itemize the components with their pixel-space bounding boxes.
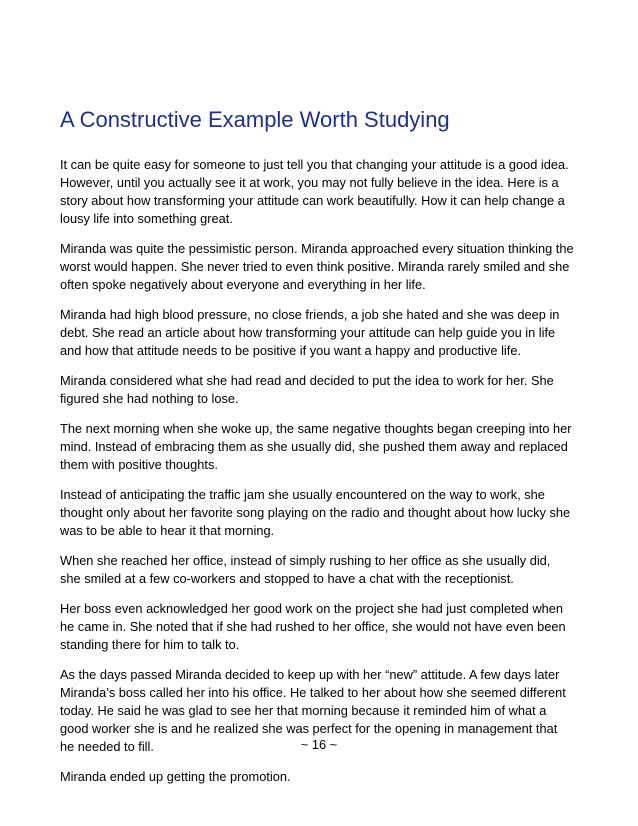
paragraph: Miranda ended up getting the promotion.: [60, 769, 291, 784]
paragraph: When she reached her office, instead of simply rushing to her office as she usually did, she smiled at a few co-workers and stopped to have a chat with the receptionist.: [60, 553, 551, 586]
paragraph: The next morning when she woke up, the same negative thoughts began creeping into her mind. Instead of embracing them as she usually did, she pushed them away and replaced them with positive thoughts.: [60, 421, 572, 472]
page-title: A Constructive Example Worth Studying: [60, 107, 450, 132]
paragraph: Instead of anticipating the traffic jam she usually encountered on the way to work, she thought only about her favorite song playing on the radio and thought about how lucky she was to be able to hear it that morning.: [60, 487, 571, 538]
paragraph: Miranda considered what she had read and decided to put the idea to work for her. She figured she had nothing to lose.: [60, 373, 554, 406]
body-text: [60, 156, 574, 798]
paragraph: Miranda was quite the pessimistic person. Miranda approached every situation thinking the worst would happen. She never tried to even think positive. Miranda rarely smiled and she often spoke negatively about everyone and everything in her life.: [60, 241, 574, 292]
paragraph: As the days passed Miranda decided to keep up with her “new” attitude. A few days later Miranda’s boss called her into his office. He talked to her about how she seemed different today. He said he was glad to see her that morning because it reminded him of what a good worker she is and he realized she was perfect for the opening in management that he needed to fill.: [60, 667, 566, 754]
page-number: ~ 16 ~: [300, 737, 338, 752]
paragraph: It can be quite easy for someone to just tell you that changing your attitude is a good idea. However, until you actually see it at work, you may not fully believe in the idea. Here is a story about how transforming your attitude can work beautifully. How it can help change a lousy life into something great.: [60, 157, 569, 226]
paragraph: Miranda had high blood pressure, no close friends, a job she hated and she was deep in debt. She read an article about how transforming your attitude can help guide you in life and how that attitude needs to be positive if you want a happy and productive life.: [60, 307, 560, 358]
paragraph: Her boss even acknowledged her good work on the project she had just completed when he came in. She noted that if she had rushed to her office, she would not have even been standing there for him to talk to.: [60, 601, 566, 652]
